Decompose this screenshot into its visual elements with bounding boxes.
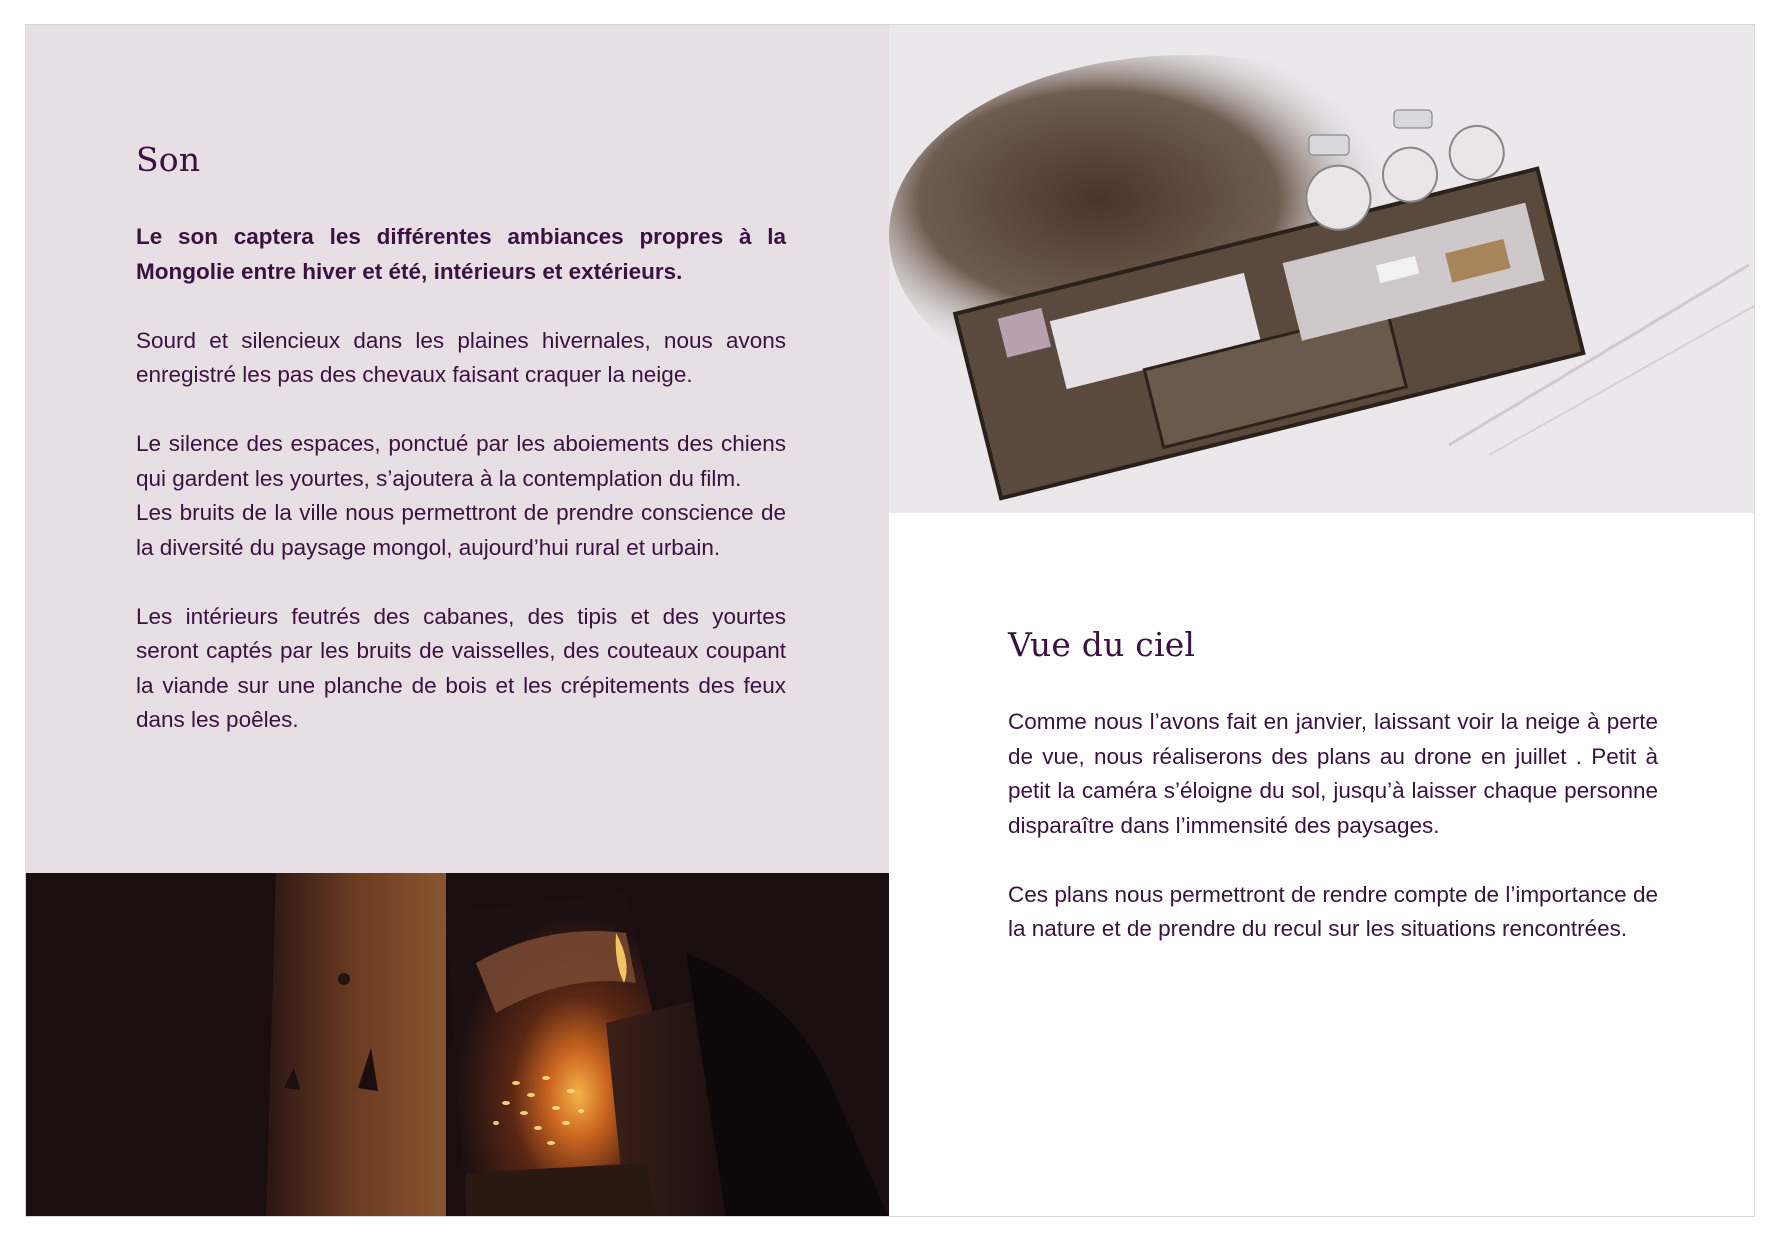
right-column [889, 25, 1755, 1217]
son-body [136, 220, 786, 772]
vue-paragraph-2: Ces plans nous permettront de rendre compte de l’importance de la nature et de prendre du recul sur les situations rencontrées. [1008, 881, 1658, 941]
aerial-snow-photo [889, 25, 1755, 513]
son-lead-paragraph: Le son captera les différentes ambiances propres à la Mongolie entre hiver et été, intérieurs et extérieurs. [136, 224, 786, 284]
son-heading: Son [136, 140, 201, 179]
brochure-page [25, 24, 1755, 1217]
vue-paragraph-1: Comme nous l’avons fait en janvier, laissant voir la neige à perte de vue, nous réaliserons des plans au drone en juillet . Petit à petit la caméra s’éloigne du sol, jusqu’à laisser chaque personne disparaître dans l’immensité des paysages. [1008, 709, 1658, 838]
stove-fire-illustration [26, 873, 889, 1217]
son-paragraph-3: Les bruits de la ville nous permettront de prendre conscience de la diversité du paysage mongol, aujourd’hui rural et urbain. [136, 500, 786, 560]
vue-du-ciel-heading: Vue du ciel [1008, 625, 1196, 664]
son-panel [26, 25, 889, 873]
son-paragraph-4: Les intérieurs feutrés des cabanes, des tipis et des yourtes seront captés par les bruits de vaisselles, des couteaux coupant la viande sur une planche de bois et les crépitements des feux dans les poêles. [136, 603, 786, 732]
stove-fire-photo [26, 873, 889, 1217]
aerial-camp-illustration [889, 25, 1755, 513]
left-column [26, 25, 889, 1217]
son-paragraph-1: Sourd et silencieux dans les plaines hivernales, nous avons enregistré les pas des chevaux faisant craquer la neige. [136, 327, 786, 387]
son-paragraph-2: Le silence des espaces, ponctué par les aboiements des chiens qui gardent les yourtes, s’ajoutera à la contemplation du film. [136, 431, 786, 491]
vue-du-ciel-body [1008, 705, 1658, 981]
